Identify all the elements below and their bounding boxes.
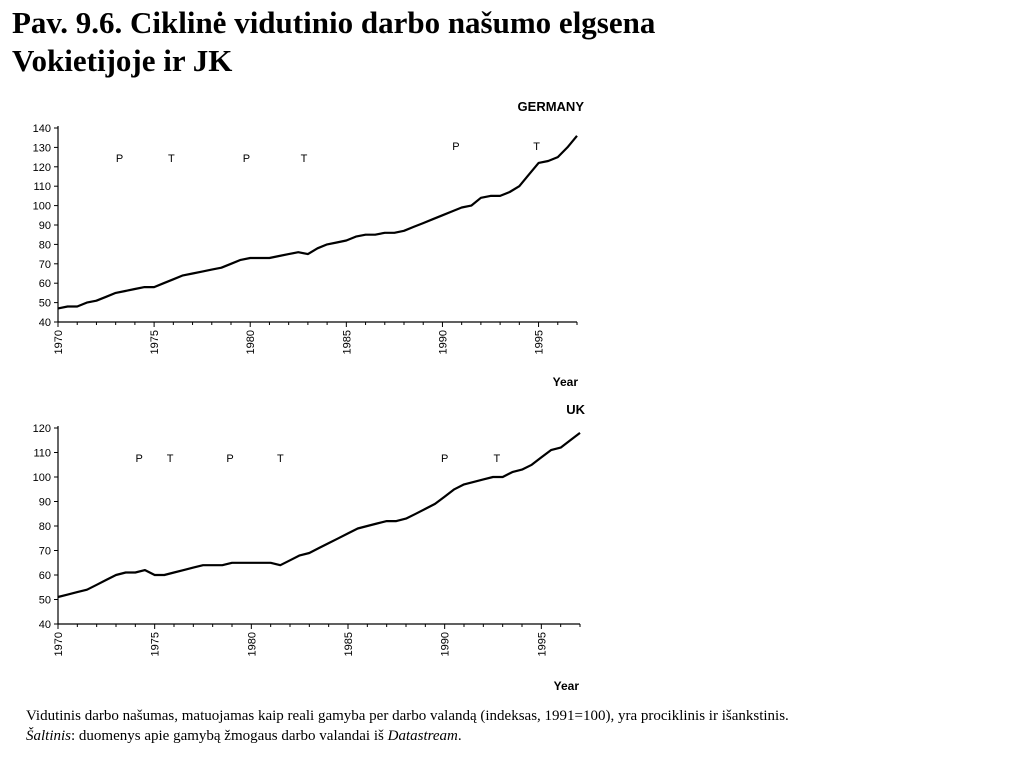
germany-y-tick-label: 120	[32, 161, 51, 174]
uk-y-tick-label: 90	[38, 496, 51, 509]
germany-y-tick-label: 90	[38, 220, 51, 232]
source-label: Šaltinis	[26, 728, 72, 744]
germany-y-tick-label: 60	[38, 278, 51, 291]
uk-marker-p: P	[440, 453, 449, 465]
uk-x-tick-label: 1970	[53, 632, 65, 657]
source-end: .	[457, 728, 462, 744]
uk-x-tick-label: 1990	[439, 632, 452, 657]
uk-y-tick-label: 120	[32, 423, 51, 435]
uk-y-tick-label: 40	[38, 619, 51, 631]
uk-x-tick-label: 1980	[246, 632, 259, 657]
uk-x-tick-label: 1995	[536, 632, 549, 657]
germany-x-tick-label: 1995	[533, 330, 546, 355]
uk-y-tick-label: 60	[38, 570, 51, 582]
germany-y-tick-label: 50	[38, 297, 51, 310]
slide-title-line-2: Vokietijoje ir JK	[12, 43, 233, 78]
uk-y-tick-label: 50	[38, 594, 51, 607]
uk-y-tick-label: 70	[38, 545, 51, 558]
uk-chart-title: UK	[566, 402, 585, 417]
uk-marker-p: P	[135, 453, 143, 465]
germany-marker-p: P	[242, 153, 251, 165]
germany-y-tick-label: 130	[32, 142, 51, 155]
germany-y-tick-label: 140	[32, 123, 51, 135]
slide-title-line-1: Pav. 9.6. Ciklinė vidutinio darbo našumo elgsena	[12, 5, 656, 40]
uk-x-tick-label: 1975	[149, 632, 162, 657]
caption-source	[26, 726, 806, 746]
uk-marker-t: T	[493, 453, 501, 465]
germany-marker-t: T	[300, 153, 308, 165]
uk-y-tick-label: 100	[32, 472, 51, 484]
germany-chart-title: GERMANY	[517, 99, 584, 114]
germany-y-tick-label: 100	[32, 200, 51, 213]
uk-marker-p: P	[226, 453, 234, 465]
uk-x-tick-label: 1985	[343, 632, 355, 657]
germany-marker-p: P	[452, 141, 460, 153]
germany-marker-p: P	[115, 153, 124, 165]
germany-x-tick-label: 1980	[245, 330, 258, 355]
caption-description: Vidutinis darbo našumas, matuojamas kaip reali gamyba per darbo valandą (indeksas, 1991=100), yra prociklinis ir išankstinis.	[26, 708, 789, 724]
germany-productivity-line	[58, 136, 577, 309]
germany-y-tick-label: 80	[38, 239, 51, 252]
germany-x-axis-label: Year	[552, 375, 578, 389]
uk-marker-t: T	[166, 453, 174, 465]
germany-x-tick-label: 1990	[437, 330, 450, 355]
germany-marker-t: T	[533, 141, 541, 153]
uk-x-axis-label: Year	[553, 679, 579, 693]
uk-y-tick-label: 80	[38, 521, 51, 533]
germany-x-tick-label: 1970	[53, 330, 65, 355]
source-text: : duomenys apie gamybą žmogaus darbo valandai iš	[71, 728, 388, 744]
uk-marker-t: T	[276, 453, 284, 465]
germany-y-tick-label: 110	[33, 181, 51, 194]
germany-x-tick-label: 1975	[149, 330, 162, 355]
germany-marker-t: T	[168, 153, 175, 165]
source-name: Datastream	[387, 728, 458, 744]
uk-y-tick-label: 110	[33, 447, 51, 460]
germany-x-tick-label: 1985	[341, 330, 354, 355]
germany-y-tick-label: 40	[38, 317, 51, 329]
figure-caption	[26, 706, 806, 746]
germany-y-tick-label: 70	[38, 258, 51, 271]
